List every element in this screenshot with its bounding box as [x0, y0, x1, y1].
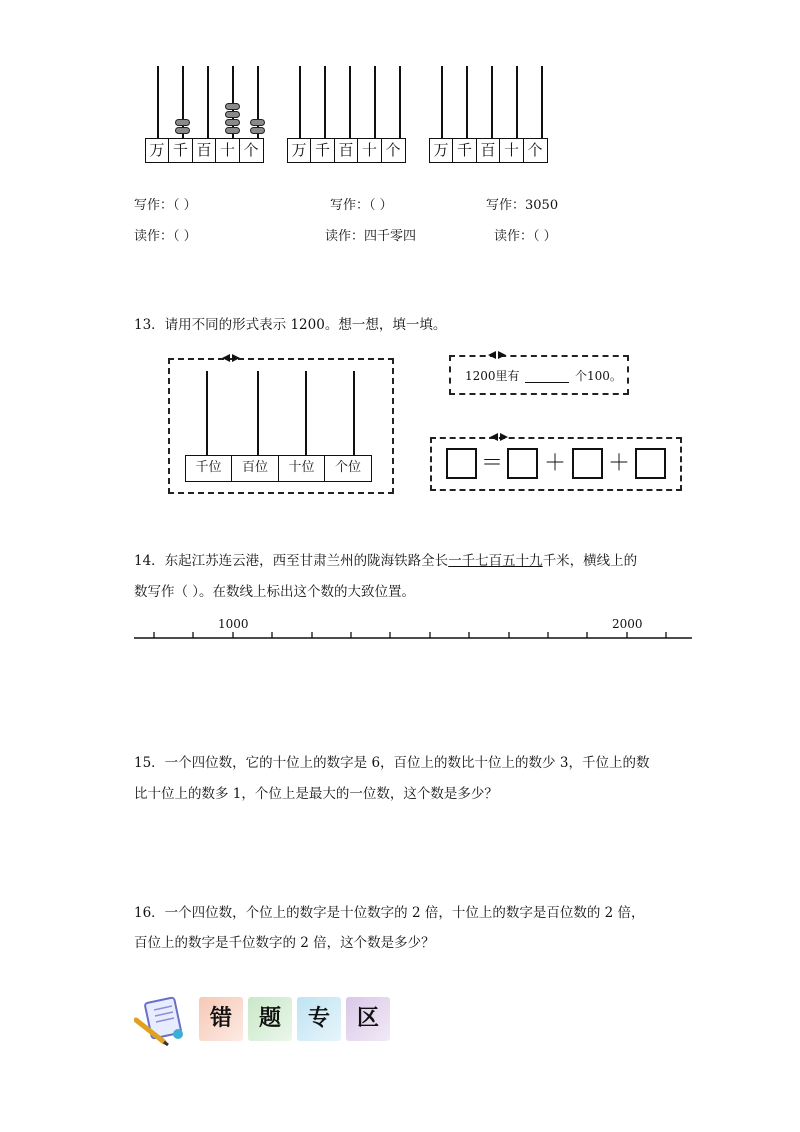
- arrow-marker-icon: [488, 350, 506, 360]
- abacus-label: 十: [499, 138, 524, 163]
- abacus-label: 十: [357, 138, 382, 163]
- abacus-rod: [441, 66, 443, 138]
- question-16-line-2: 百位上的数字是千位数字的 2 倍，这个数是多少？: [134, 935, 435, 951]
- abacus-label: 万: [287, 138, 312, 163]
- error-zone-badge-1: [199, 997, 243, 1041]
- place-value-labels: [186, 455, 372, 482]
- error-zone-badge-3: [297, 997, 341, 1041]
- equation-box-1[interactable]: [507, 448, 538, 479]
- abacus-label-row: [146, 138, 264, 163]
- write-answer-b: 写作：（ ）: [330, 198, 393, 213]
- arrow-marker-icon: [222, 353, 240, 363]
- place-rod: [305, 371, 307, 457]
- question-14-underlined: 一千七百五十九: [448, 553, 543, 569]
- read-answer-c: 读作：（ ）: [494, 229, 557, 244]
- equals-sign: ＝: [481, 451, 504, 476]
- place-rod: [206, 371, 208, 457]
- abacus-rod: [491, 66, 493, 138]
- fill-hundreds-suffix: 个100。: [575, 369, 622, 383]
- tick-label-2000: 2000: [612, 617, 643, 631]
- abacus-label: 千: [452, 138, 477, 163]
- place-label-tens: 十位: [278, 455, 326, 482]
- plus-sign: ＋: [608, 451, 631, 476]
- equation-box-3[interactable]: [635, 448, 666, 479]
- place-rod: [353, 371, 355, 457]
- fill-hundreds-prefix: 1200里有: [465, 369, 520, 383]
- abacus-label: 百: [476, 138, 501, 163]
- abacus-rod: [374, 66, 376, 138]
- equation-box-total[interactable]: [446, 448, 477, 479]
- abacus-rod: [157, 66, 159, 138]
- abacus-label: 百: [192, 138, 217, 163]
- abacus-bead: [250, 119, 265, 126]
- question-15-line-2: 比十位上的数多 1，个位上是最大的一位数，这个数是多少？: [134, 786, 498, 802]
- abacus-bead: [225, 103, 240, 110]
- place-rod: [257, 371, 259, 457]
- question-15-line-1: 15．一个四位数，它的十位上的数字是 6，百位上的数比十位上的数少 3，千位上的数: [134, 755, 650, 771]
- question-14-text-b: 千米，横线上的: [542, 553, 638, 569]
- abacus-label: 万: [145, 138, 170, 163]
- abacus-label: 百: [334, 138, 359, 163]
- abacus-bead: [225, 127, 240, 134]
- abacus-label-row: [430, 138, 548, 163]
- abacus-bead: [225, 111, 240, 118]
- abacus-label: 万: [429, 138, 454, 163]
- abacus-label: 个: [239, 138, 264, 163]
- error-zone-char: 错: [209, 1006, 232, 1031]
- abacus-bead: [250, 127, 265, 134]
- error-zone-badge-4: [346, 997, 390, 1041]
- question-14-text-a: 14．东起江苏连云港，西至甘肃兰州的陇海铁路全长: [134, 553, 449, 569]
- error-zone-char: 专: [307, 1006, 330, 1031]
- read-answer-a: 读作：（ ）: [134, 229, 197, 244]
- write-answer-c: 写作：3050: [486, 198, 559, 213]
- abacus-label-row: [288, 138, 406, 163]
- arrow-marker-icon: [490, 432, 508, 442]
- write-answer-a: 写作：（ ）: [134, 198, 197, 213]
- abacus-label: 个: [523, 138, 548, 163]
- number-line[interactable]: [130, 628, 695, 644]
- abacus-rod: [516, 66, 518, 138]
- abacus-bead: [175, 119, 190, 126]
- abacus-label: 千: [168, 138, 193, 163]
- place-label-hundreds: 百位: [231, 455, 279, 482]
- read-answer-b: 读作：四千零四: [325, 229, 417, 244]
- equation-box-2[interactable]: [572, 448, 603, 479]
- error-zone-badge-2: [248, 997, 292, 1041]
- question-16-line-1: 16．一个四位数，个位上的数字是十位数字的 2 倍，十位上的数字是百位数的 2 倍，: [134, 905, 645, 921]
- error-zone-char: 区: [356, 1006, 379, 1031]
- tick-label-1000: 1000: [218, 617, 249, 631]
- place-label-thousands: 千位: [185, 455, 233, 482]
- abacus-rod: [541, 66, 543, 138]
- abacus-label: 个: [381, 138, 406, 163]
- place-label-ones: 个位: [324, 455, 372, 482]
- fill-blank-line[interactable]: [525, 382, 569, 383]
- abacus-rod: [349, 66, 351, 138]
- abacus-rod: [466, 66, 468, 138]
- error-zone-char: 题: [258, 1006, 281, 1031]
- abacus-rod: [299, 66, 301, 138]
- abacus-rod: [324, 66, 326, 138]
- abacus-bead: [175, 127, 190, 134]
- question-14-line-1: [134, 552, 637, 570]
- question-13-text: 13．请用不同的形式表示 1200。想一想，填一填。: [134, 317, 447, 333]
- abacus-label: 十: [215, 138, 240, 163]
- abacus-rod: [207, 66, 209, 138]
- notebook-pencil-icon: [134, 996, 188, 1046]
- abacus-bead: [225, 119, 240, 126]
- abacus-rod: [399, 66, 401, 138]
- abacus-label: 千: [310, 138, 335, 163]
- question-14-line-2: 数写作（ ）。在数线上标出这个数的大致位置。: [134, 584, 416, 600]
- plus-sign: ＋: [544, 451, 567, 476]
